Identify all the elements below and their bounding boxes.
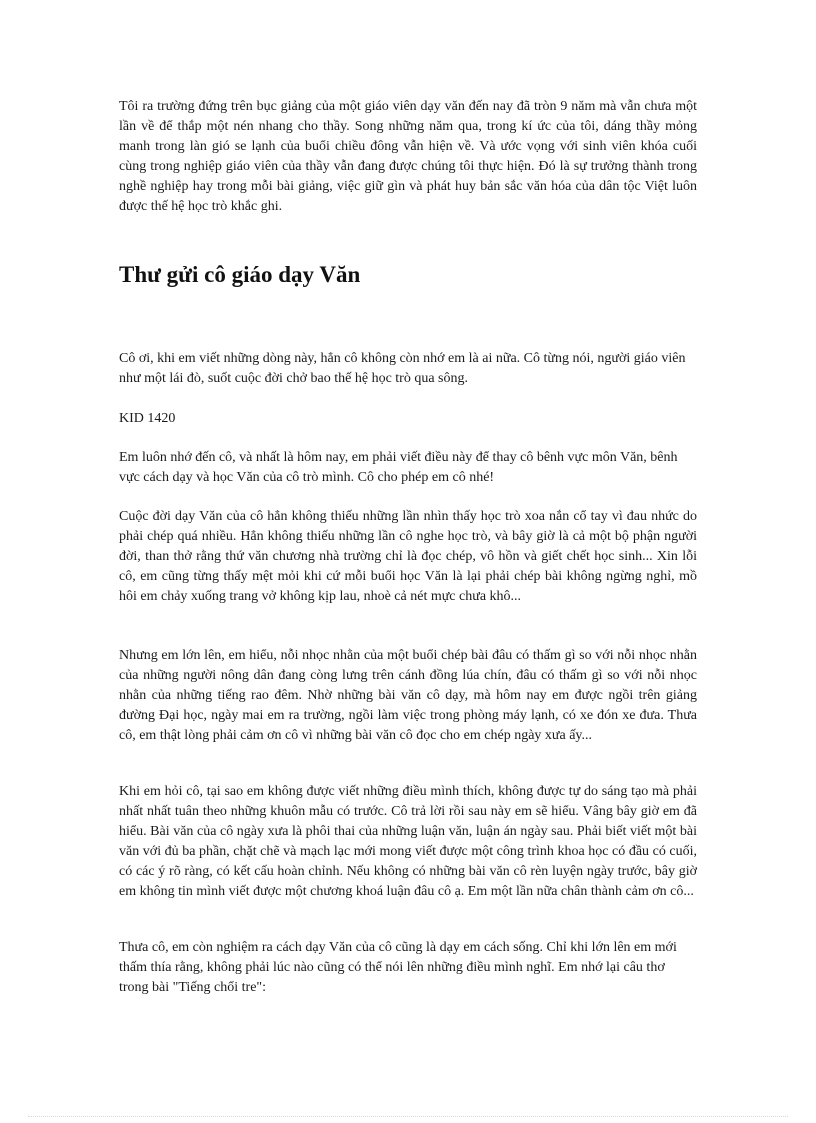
footer-divider (28, 1116, 788, 1117)
author-signature: KID 1420 (119, 411, 176, 426)
body-paragraph: Nhưng em lớn lên, em hiểu, nỗi nhọc nhằn của một buổi chép bài đâu có thấm gì so với nỗi nhọc nhằn của những người nông dân đang còng lưng trên cánh đồng lúa chín, đâu có thấm gì so với nỗi nhọc nhằn của những tiếng rao đêm. Nhờ những bài văn cô dạy, mà hôm nay em được ngồi trên giảng đường Đại học, ngày mai em ra trường, ngồi làm việc trong phòng máy lạnh, có xe đón xe đưa. Thưa cô, em thật lòng phải cảm ơn cô vì những bài văn cô đọc cho em chép ngày xưa ấy... (119, 648, 697, 743)
page-title: Thư gửi cô giáo dạy Văn (119, 262, 361, 287)
body-paragraph: Cuộc đời dạy Văn của cô hẳn không thiếu những lần nhìn thấy học trò xoa nắn cổ tay vì đau nhức do phải chép quá nhiều. Hẳn không thiếu những lần cô nghe học trò, và bây giờ là cả một bộ phận người đời, than thở rằng thứ văn chương nhà trường chỉ là đọc chép, vô hồn và giết chết học sinh... Xin lỗi cô, em cũng từng thấy mệt mỏi khi cứ mỗi buổi học Văn là lại phải chép bài không ngừng nghỉ, mồ hôi em chảy xuống trang vở không kịp lau, nhoè cả nét mực chưa khô... (119, 509, 697, 604)
body-paragraph: Em luôn nhớ đến cô, và nhất là hôm nay, em phải viết điều này để thay cô bênh vực môn Văn, bênh vực cách dạy và học Văn của cô trò mình. Cô cho phép em cô nhé! (119, 450, 678, 485)
opening-paragraph: Cô ơi, khi em viết những dòng này, hẳn cô không còn nhớ em là ai nữa. Cô từng nói, người giáo viên như một lái đò, suốt cuộc đời chở bao thế hệ học trò qua sông. (119, 351, 686, 386)
intro-paragraph: Tôi ra trường đứng trên bục giảng của một giáo viên dạy văn đến nay đã tròn 9 năm mà vẫn chưa một lần về để thắp một nén nhang cho thầy. Song những năm qua, trong kí ức của tôi, dáng thầy mỏng manh trong làn gió se lạnh của buổi chiều đông vẫn hiện về. Và ước vọng với sinh viên khóa cuối cùng trong nghiệp giáo viên của thầy vẫn đang được chúng tôi thực hiện. Đó là sự trưởng thành trong nghề nghiệp hay trong mỗi bài giảng, việc giữ gìn và phát huy bản sắc văn hóa của dân tộc Việt luôn được thế hệ học trò khắc ghi. (119, 99, 697, 214)
body-paragraph: Thưa cô, em còn nghiệm ra cách dạy Văn của cô cũng là dạy em cách sống. Chỉ khi lớn lên em mới thấm thía rằng, không phải lúc nào cũng có thể nói lên những điều mình nghĩ. Em nhớ lại câu thơ trong bài "Tiếng chổi tre": (119, 940, 677, 995)
body-paragraph: Khi em hỏi cô, tại sao em không được viết những điều mình thích, không được tự do sáng tạo mà phải nhất nhất tuân theo những khuôn mẫu có trước. Cô trả lời rồi sau này em sẽ hiểu. Vâng bây giờ em đã hiểu. Bài văn của cô ngày xưa là phôi thai của những luận văn, luận án ngày sau. Phải biết viết một bài văn với đủ ba phần, chặt chẽ và mạch lạc mới mong viết được một công trình khoa học có đầu có cuối, có các ý rõ ràng, có kết cấu hoàn chỉnh. Nếu không có những bài văn cô rèn luyện ngày trước, bây giờ em không tin mình viết được một chương khoá luận đâu cô ạ. Em một lần nữa chân thành cảm ơn cô... (119, 784, 697, 899)
